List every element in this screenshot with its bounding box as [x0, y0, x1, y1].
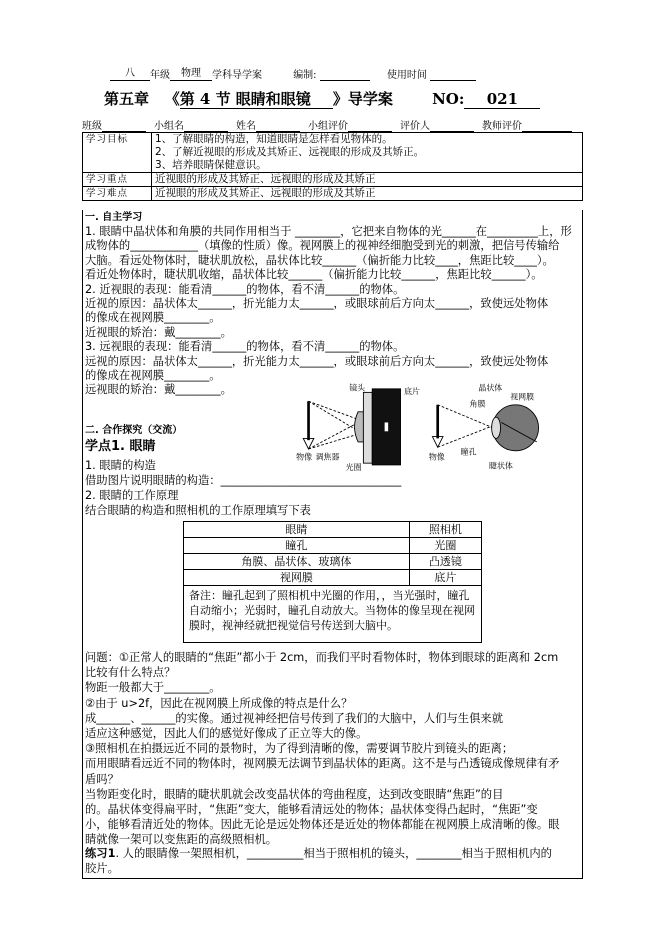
label-object: 物像	[296, 452, 313, 462]
bracket: 《	[164, 90, 180, 108]
text-line: 盾吗？	[85, 772, 119, 786]
exercise-text-end: 胶片。	[85, 862, 119, 875]
editor-label: 编制:	[293, 70, 317, 81]
text-line: 比较有什么特点？	[85, 666, 176, 680]
eye-illustration	[429, 383, 539, 471]
info-field[interactable]	[430, 118, 474, 132]
text-line: 而用眼睛看远近不同的物体时，视网膜无法调节到晶状体的距离。这不是与凸透镜成像规律有矛	[85, 757, 560, 771]
label-cornea: 角膜	[469, 399, 486, 409]
text-line: 的像成在视网膜________。	[85, 369, 221, 382]
info-label: 小组名	[154, 121, 184, 132]
text-line: 小，能够看清近处的物体。因此无论是远处物体还是近处的物体都能在视网膜上成清晰的像。眼	[85, 818, 560, 832]
info-field[interactable]	[102, 118, 146, 132]
text-line: 1. 眼睛中晶状体和角膜的共同作用相当于 ________，它把来自物体的光______在_________上，形	[85, 225, 572, 238]
goal-item: 3、培养眼睛保健意识。	[155, 159, 267, 171]
text-line: 远视的原因：晶状体太______，折光能力太______，或眼球前后方向太______，致使远处物体	[85, 354, 549, 368]
header-line	[110, 66, 476, 81]
title-suffix: 》导学案	[332, 90, 393, 108]
label-aperture: 光圈	[345, 463, 362, 472]
info-field[interactable]	[184, 118, 228, 132]
label-object-eye: 物像	[428, 452, 445, 462]
camera-illustration	[296, 383, 420, 472]
goal-item: 2、了解近视眼的形成及其矫正、远视眼的形成及其矫正。	[155, 146, 425, 158]
text-line: ②由于 u>2f，因此在视网膜上所成像的特点是什么？	[85, 696, 353, 710]
grade-field: 八	[110, 67, 150, 81]
text-line: 的。晶状体变得扁平时，“焦距”变大，能够看清远处的物体；晶状体变得凸起时，“焦距”变	[85, 803, 538, 816]
subject-label: 学科导学案	[212, 70, 262, 81]
text-line: ③照相机在拍摄远近不同的景物时，为了得到清晰的像，需要调节胶片到镜头的距离；	[85, 742, 514, 756]
info-field[interactable]	[522, 118, 572, 132]
text-line: 看近处物体时，睫状肌收缩，晶状体比较______（偏折能力比较______，焦距比较______）。	[85, 268, 543, 282]
text-line: 结合眼睛的构造和照相机的工作原理填写下表	[85, 504, 311, 517]
table-cell: 眼睛	[184, 522, 410, 538]
text-line: 睛就像一架可以变焦距的高级照相机。	[85, 833, 278, 847]
table-cell: 瞳孔	[184, 538, 410, 554]
difficulty-text: 近视眼的形成及其矫正、远视眼的形成及其矫正	[152, 187, 583, 201]
table-cell: 底片	[409, 570, 481, 586]
doc-number: 021	[464, 90, 540, 109]
camera-eye-diagram	[295, 380, 545, 472]
no-label: NO:	[432, 90, 465, 108]
exercise-line	[85, 846, 552, 861]
text-line: 近视眼的矫治：戴________。	[85, 325, 232, 339]
info-label: 姓名	[236, 121, 256, 132]
table-cell: 凸透镜	[409, 554, 481, 570]
text-line: 借助图片说明眼睛的构造：________________________________	[85, 474, 402, 487]
label-focuser: 调焦器	[315, 452, 340, 462]
key-label: 学习重点	[83, 173, 152, 187]
text-line: 2. 眼睛的工作原理	[85, 489, 179, 502]
info-label: 教师评价	[482, 121, 522, 132]
text-line: 近视的原因：晶状体太______，折光能力太______，或眼球前后方向太______，致使远处物体	[85, 297, 549, 310]
table-note: 备注：瞳孔起到了照相机中光圈的作用，，当光强时，瞳孔自动缩小；光弱时，瞳孔自动放大。当物体的像呈现在视网膜时，视神经就把视觉信号传送到大脑中。	[184, 586, 482, 643]
editor-field[interactable]	[320, 67, 370, 81]
table-cell: 光圈	[409, 538, 481, 554]
point1-heading: 学点1. 眼睛	[85, 439, 156, 454]
exercise-label: 练习1	[85, 847, 116, 860]
text-line: 的像成在视网膜________。	[85, 311, 221, 325]
text-line: 大脑。看远处物体时，睫状肌放松，晶状体比较______（偏折能力比较____，焦距比较____）。	[85, 253, 554, 267]
exercise-text: . 人的眼睛像一架照相机，__________相当于照相机的镜头，________相当于照相机内的	[115, 847, 552, 860]
info-label: 小组评价	[308, 121, 348, 132]
info-field[interactable]	[348, 118, 392, 132]
goal-list	[152, 133, 583, 173]
eye-camera-table	[183, 521, 482, 643]
time-label: 使用时间	[386, 70, 427, 81]
text-line: 当物距变化时，眼睛的睫状肌就会改变晶状体的弯曲程度，达到改变眼睛“焦距”的目	[85, 787, 504, 801]
section1-heading: 一. 自主学习	[85, 212, 143, 223]
main-content-box	[82, 210, 583, 879]
table-cell: 角膜、晶状体、玻璃体	[184, 554, 410, 570]
text-line: 远视眼的矫治：戴________。	[85, 383, 232, 397]
info-field[interactable]	[256, 118, 300, 132]
label-ciliary: 睫状体	[489, 461, 513, 471]
section-title: 第 4 节 眼睛和眼镜	[180, 90, 333, 109]
table-cell: 视网膜	[184, 570, 410, 586]
table-cell: 照相机	[409, 522, 481, 538]
info-label: 评价人	[400, 121, 430, 132]
label-retina: 视网膜	[510, 392, 535, 402]
text-line: 3. 远视眼的表现：能看清______的物体，看不清______的物体。	[85, 340, 405, 354]
label-pupil: 瞳孔	[460, 447, 477, 457]
objectives-table	[82, 132, 583, 201]
info-label: 班级	[82, 121, 102, 132]
text-line: 适应这种感觉，因此人们的感觉好像成了正立等大的像。	[85, 727, 368, 740]
goal-label: 学习目标	[83, 133, 152, 173]
chapter-label: 第五章	[104, 90, 150, 108]
text-line: 2. 近视眼的表现：能看清______的物体，看不清______的物体。	[85, 282, 405, 296]
text-line: 1. 眼睛的构造	[85, 459, 156, 472]
label-lens-eye: 晶状体	[478, 383, 503, 393]
subject-field: 物理	[170, 67, 212, 81]
text-line: 问题：①正常人的眼睛的“焦距”都小于 2cm，而我们平时看物体时，物体到眼球的距离和 2cm	[85, 651, 559, 664]
time-field[interactable]	[430, 67, 476, 81]
section2-heading: 二. 合作探究（交流）	[85, 425, 183, 436]
key-text: 近视眼的形成及其矫正、远视眼的形成及其矫正	[152, 173, 583, 187]
grade-label: 年级	[150, 70, 170, 81]
page-title	[104, 88, 540, 109]
difficulty-label: 学习难点	[83, 187, 152, 201]
text-line: 物距一般都大于________。	[85, 681, 221, 695]
label-lens: 镜头	[349, 383, 366, 393]
goal-item: 1、了解眼睛的构造，知道眼睛是怎样看见物体的。	[155, 133, 393, 145]
text-line: 成______、______的实像。通过视神经把信号传到了我们的大脑中，人们与生俱来就	[85, 711, 503, 725]
label-film: 底片	[404, 387, 420, 397]
student-info-line	[82, 117, 580, 132]
text-line: 成物体的____________（填像的性质）像。视网膜上的视神经细胞受到光的刺激，把信号传输给	[85, 239, 560, 253]
